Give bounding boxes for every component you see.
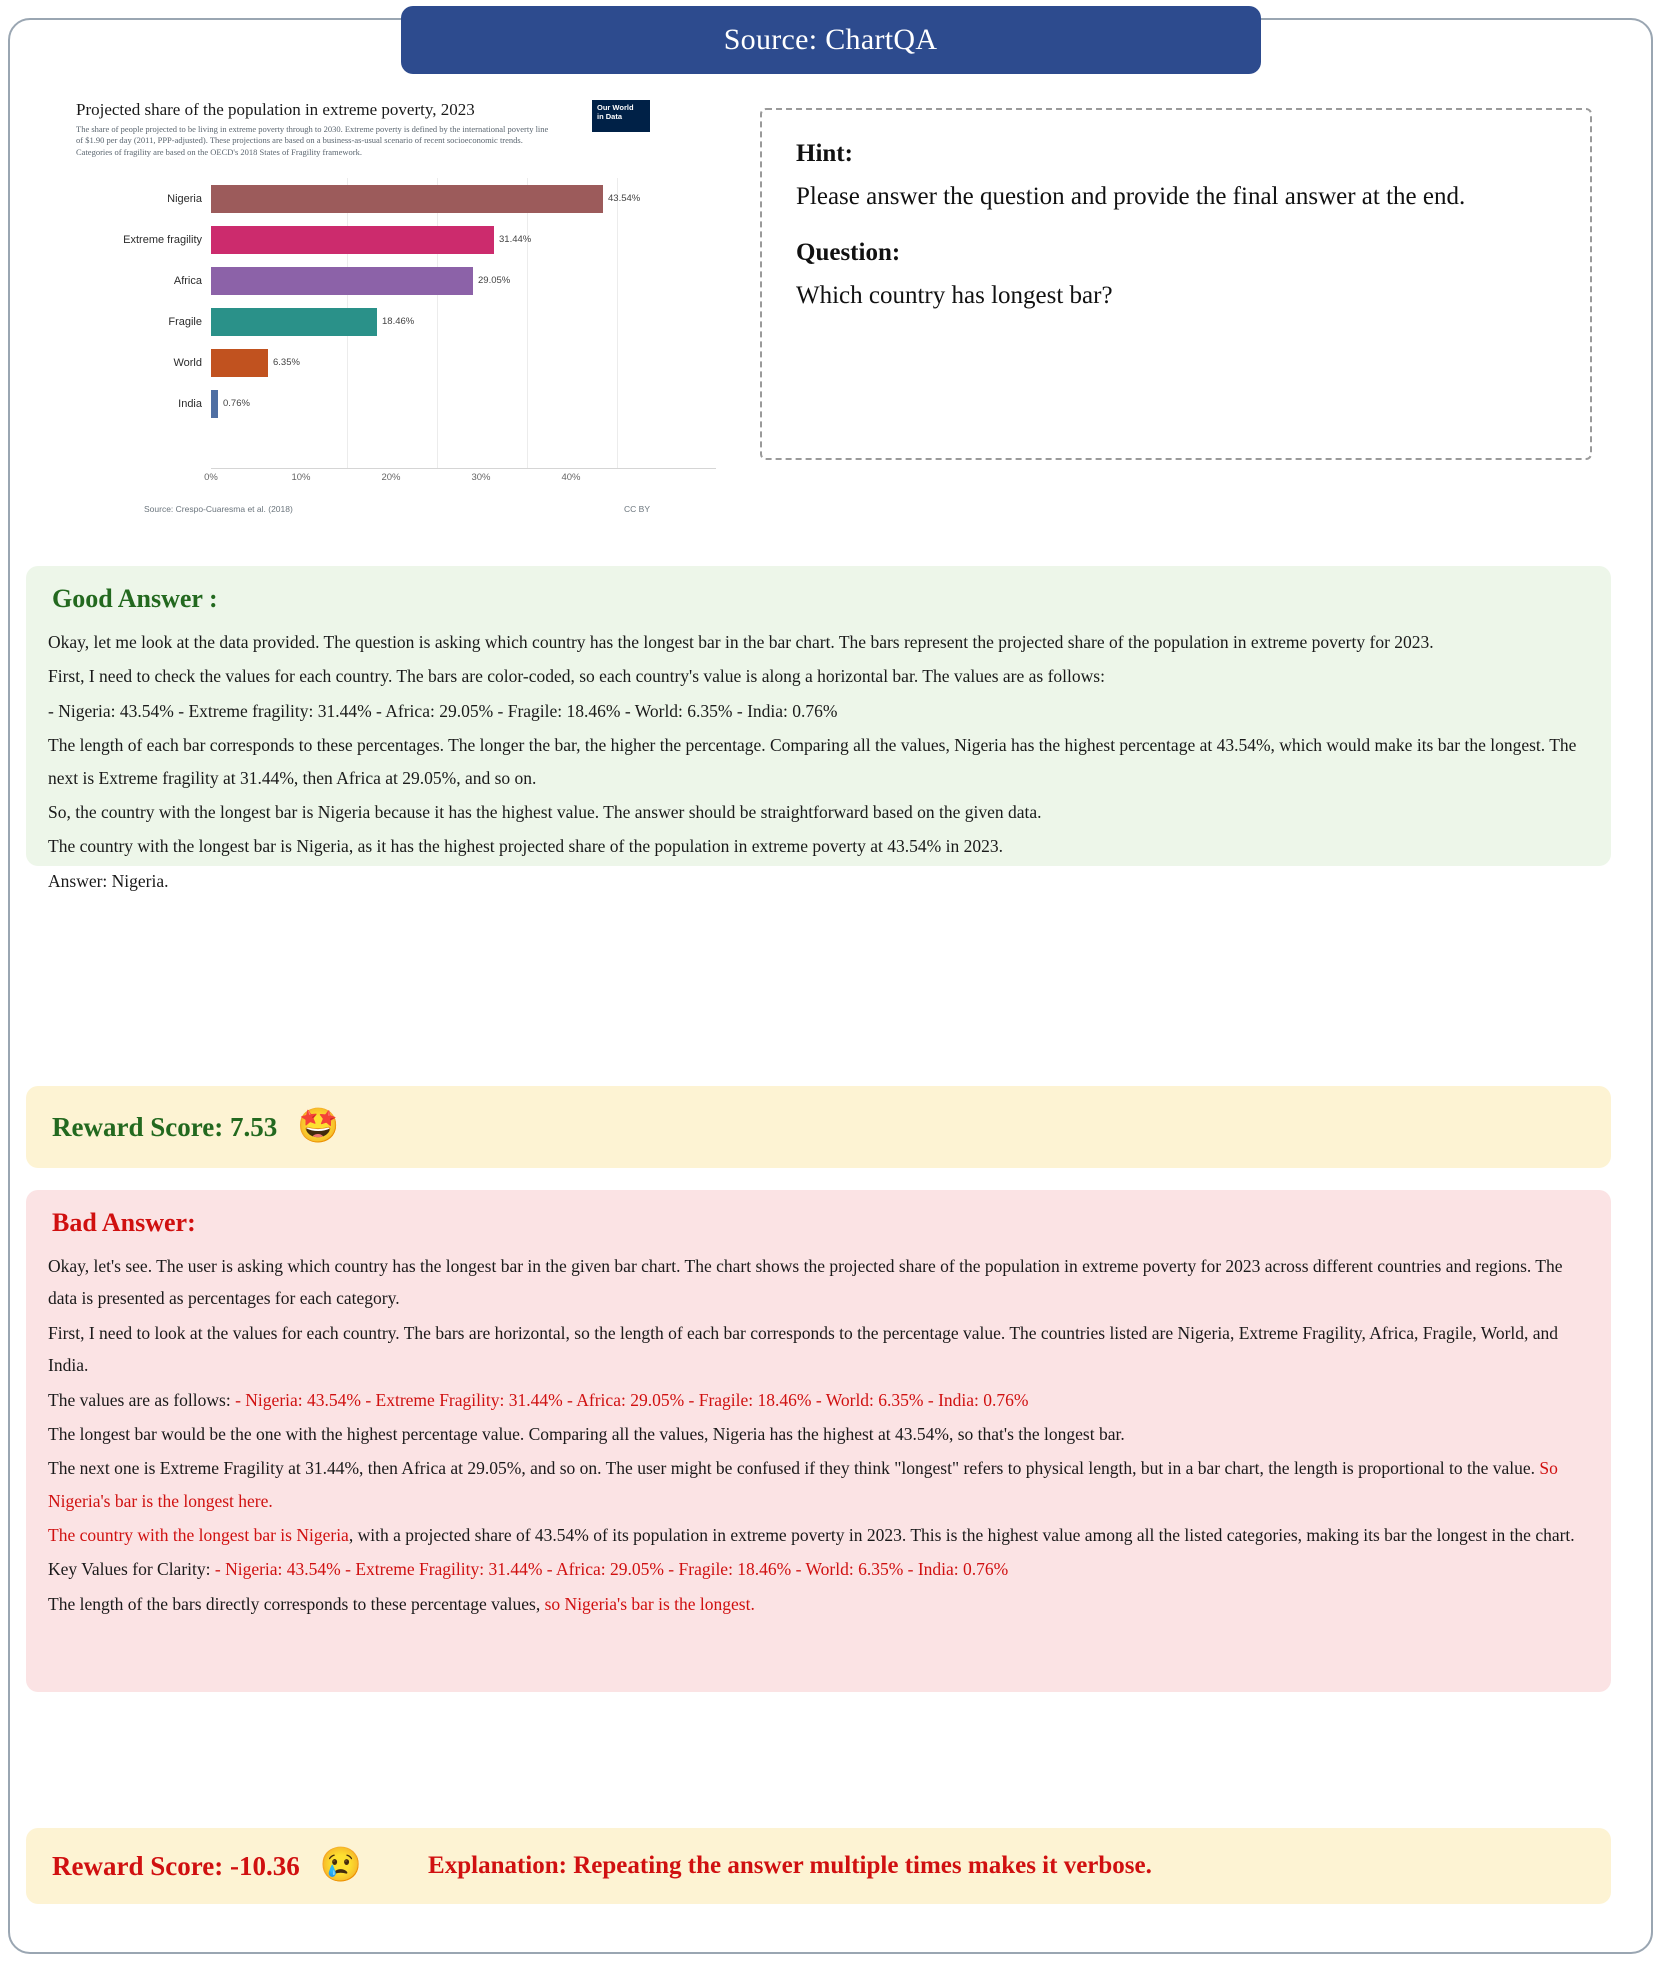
bar-row [76, 260, 716, 301]
bar-row [76, 178, 716, 219]
bar-label: Africa [173, 274, 202, 287]
good-reward-bar [26, 1086, 1611, 1168]
good-answer-paragraph: The country with the longest bar is Nigeria, as it has the highest projected share of the population in extreme poverty at 43.54% in 2023. [48, 836, 1003, 857]
key-values-prefix: Key Values for Clarity: [48, 1559, 215, 1580]
bar-row [76, 342, 716, 383]
paragraph-text: , with a projected share of 43.54% of its population in extreme poverty in 2023. This is the highest value among all the listed categories, making its bar the longest in the chart. [348, 1525, 1575, 1545]
top-row [0, 86, 1645, 536]
bar-row [76, 383, 716, 424]
bar-value: 6.35% [273, 357, 300, 368]
source-banner-label: Source: ChartQA [723, 23, 938, 56]
bad-answer-paragraph-with-highlight [48, 1519, 1589, 1551]
bar-row [76, 301, 716, 342]
bad-reward-score: Reward Score: -10.36 [52, 1850, 300, 1881]
x-axis [204, 468, 716, 498]
chart-source-note: Source: Crespo-Cuaresma et al. (2018) [144, 504, 293, 514]
question-heading: Question: [796, 238, 901, 266]
bad-answer-heading: Bad Answer: [52, 1208, 196, 1237]
bad-answer-key-values-line [48, 1553, 1589, 1585]
our-world-in-data-logo: Our World in Data [592, 100, 650, 132]
bar-value: 31.44% [499, 234, 532, 245]
chart-plot-area [76, 178, 716, 468]
bar-label: India [178, 397, 202, 410]
good-answer-final: Answer: Nigeria. [48, 870, 169, 891]
bar-label: Nigeria [167, 192, 202, 205]
bar-row [76, 219, 716, 260]
paragraph-text: The length of the bars directly corresponds to these percentage values, [48, 1593, 545, 1614]
good-answer-paragraph: So, the country with the longest bar is Nigeria because it has the highest value. The answer should be straightforward based on the given data. [48, 801, 1042, 822]
bar-label: World [173, 356, 202, 369]
bad-answer-final-line [48, 1588, 1589, 1620]
good-answer-card [26, 566, 1611, 891]
repeat-highlight-1: So Nigeria's bar is the longest here. [48, 1458, 1558, 1511]
chart-subtitle: The share of people projected to be living in extreme poverty through to 2030. Extreme poverty is defined by the international poverty line of $1.90 per day (2011, PPP-adjusted). These projections are based on a business-as-usual scenario of recent socioeconomic trends. Categories of fragility are based on the OECD's 2018 States of Fragility framework. [76, 124, 549, 157]
bar-label: Fragile [168, 315, 202, 328]
bar-fill [211, 349, 268, 377]
chart-title: Projected share of the population in extreme poverty, 2023 [76, 100, 475, 119]
hint-text: Please answer the question and provide the final answer at the end. [796, 183, 1466, 210]
x-axis-tick: 20% [381, 472, 401, 483]
x-axis-tick: 10% [291, 472, 311, 483]
chart-footer [76, 504, 716, 514]
bad-answer-card [26, 1190, 1611, 1692]
bad-answer-paragraph-with-highlight [48, 1452, 1589, 1517]
good-answer-paragraph: The length of each bar corresponds to these percentages. The longer the bar, the higher the percentage. Comparing all the values, Nigeria has the highest percentage at 43.54%, which would make its bar the longest. The next is Extreme fragility at 31.44%, then Africa at 29.05%, and so on. [48, 735, 1577, 788]
x-axis-tick: 40% [561, 472, 581, 483]
key-values-highlight: - Nigeria: 43.54% - Extreme Fragility: 31.44% - Africa: 29.05% - Fragile: 18.46% - World: 6.35% - India: 0.76% [214, 1559, 1009, 1580]
bad-answer-values-line [48, 1384, 1589, 1416]
bad-answer-paragraph: First, I need to look at the values for each country. The bars are horizontal, so the length of each bar corresponds to the percentage value. The countries listed are Nigeria, Extreme Fragility, Africa, Fragile, World, and India. [48, 1322, 1559, 1376]
chart-card [76, 100, 716, 520]
hint-heading: Hint: [796, 140, 853, 167]
bar-fill [211, 185, 603, 213]
question-text: Which country has longest bar? [796, 281, 1113, 309]
bar-fill [211, 226, 494, 254]
values-highlight: - Nigeria: 43.54% - Extreme Fragility: 31.44% - Africa: 29.05% - Fragile: 18.46% - World: 6.35% - India: 0.76% [235, 1389, 1029, 1410]
bad-answer-paragraph: The longest bar would be the one with the highest percentage value. Comparing all the values, Nigeria has the highest at 43.54%, so that's the longest bar. [48, 1423, 1125, 1444]
good-answer-paragraph: First, I need to check the values for each country. The bars are color-coded, so each country's value is along a horizontal bar. The values are as follows: [48, 666, 1105, 687]
bad-reward-bar [26, 1828, 1611, 1904]
bad-answer-paragraph: Okay, let's see. The user is asking which country has the longest bar in the given bar chart. The chart shows the projected share of the population in extreme poverty for 2023 across different countries and regions. The data is presented as percentages for each category. [48, 1256, 1563, 1309]
crying-face-emoji-icon: 😢 [319, 1847, 363, 1884]
bar-value: 0.76% [223, 398, 250, 409]
source-banner [401, 6, 1261, 74]
bar-fill [211, 267, 473, 295]
good-answer-paragraph: Okay, let me look at the data provided. The question is asking which country has the longest bar in the bar chart. The bars represent the projected share of the population in extreme poverty for 2023. [48, 632, 1434, 652]
good-answer-heading: Good Answer : [52, 584, 218, 613]
prompt-box [760, 108, 1592, 460]
bar-value: 43.54% [608, 193, 641, 204]
x-axis-tick: 0% [204, 472, 218, 483]
bar-value: 29.05% [478, 275, 511, 286]
good-answer-paragraph: - Nigeria: 43.54% - Extreme fragility: 31.44% - Africa: 29.05% - Fragile: 18.46% - World: 6.35% - India: 0.76% [48, 700, 838, 721]
repeat-highlight-2: The country with the longest bar is Nigeria [48, 1525, 349, 1545]
good-reward-score: Reward Score: 7.53 [52, 1111, 278, 1142]
bar-fill [211, 390, 218, 418]
star-struck-emoji-icon: 🤩 [297, 1108, 340, 1145]
chart-license: CC BY [624, 504, 650, 514]
bar-fill [211, 308, 377, 336]
x-axis-tick: 30% [471, 472, 491, 483]
bad-reward-explanation: Explanation: Repeating the answer multiple times makes it verbose. [428, 1852, 1152, 1879]
bar-label: Extreme fragility [123, 233, 202, 246]
paragraph-text: The next one is Extreme Fragility at 31.44%, then Africa at 29.05%, and so on. The user might be confused if they think "longest" refers to physical length, but in a bar chart, the length is proportional to the value. [48, 1458, 1536, 1479]
values-prefix: The values are as follows: [48, 1389, 236, 1410]
repeat-highlight-3: so Nigeria's bar is the longest. [544, 1593, 755, 1614]
bar-value: 18.46% [382, 316, 415, 327]
